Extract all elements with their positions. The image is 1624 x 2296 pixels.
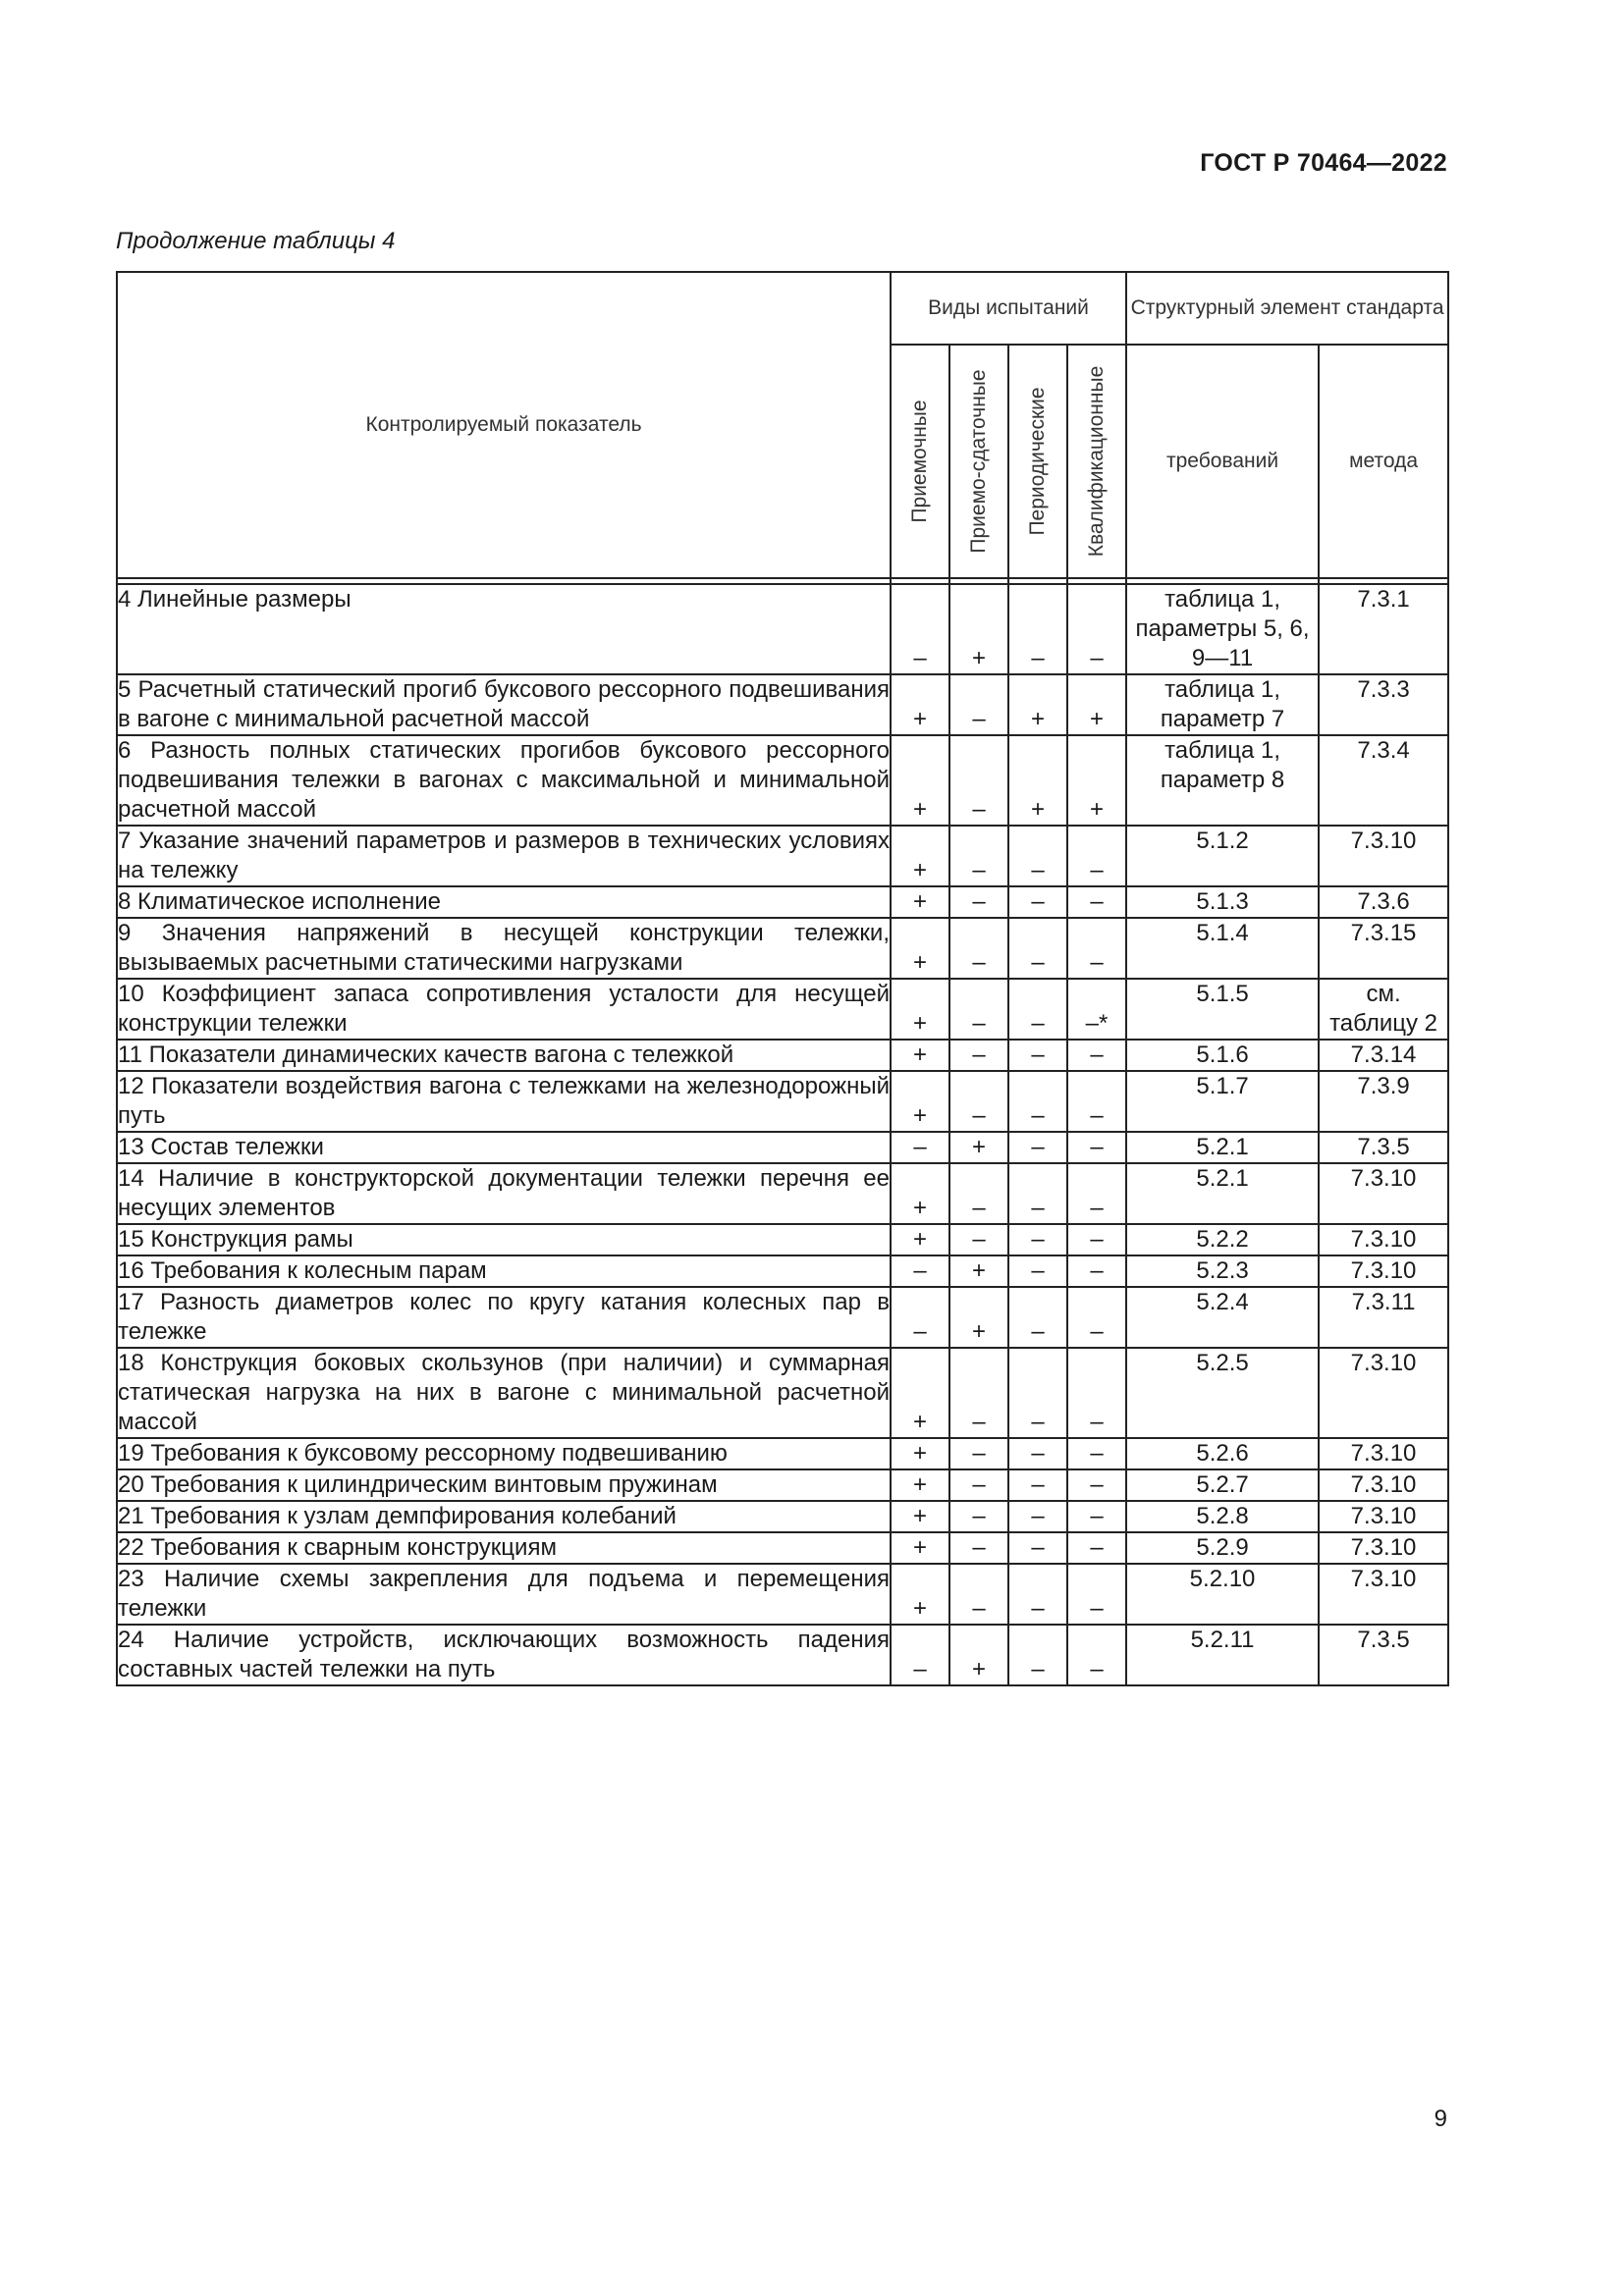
periodic-mark: – — [1008, 1438, 1067, 1469]
acceptance-mark: + — [891, 826, 949, 886]
qualification-mark: – — [1067, 1040, 1126, 1071]
header-structural-element: Структурный элемент стандарта — [1126, 272, 1448, 345]
table-row — [117, 826, 1448, 886]
delivery-mark: – — [949, 1040, 1008, 1071]
delivery-mark: – — [949, 886, 1008, 918]
method-ref: 7.3.1 — [1319, 584, 1448, 674]
table-row — [117, 1224, 1448, 1255]
table-row — [117, 1348, 1448, 1438]
requirements-ref: 5.2.1 — [1126, 1163, 1319, 1224]
indicator-cell: 19 Требования к буксовому рессорному подвешиванию — [117, 1438, 891, 1469]
delivery-mark: + — [949, 1132, 1008, 1163]
qualification-mark: + — [1067, 674, 1126, 735]
method-ref: 7.3.10 — [1319, 1163, 1448, 1224]
indicator-cell: 10 Коэффициент запаса сопротивления усталости для несущей конструкции тележки — [117, 979, 891, 1040]
indicator-cell: 24 Наличие устройств, исключающих возможность падения составных частей тележки на путь — [117, 1625, 891, 1685]
delivery-mark: – — [949, 1163, 1008, 1224]
periodic-mark: + — [1008, 674, 1067, 735]
delivery-mark: – — [949, 735, 1008, 826]
indicator-cell: 20 Требования к цилиндрическим винтовым пружинам — [117, 1469, 891, 1501]
periodic-mark: – — [1008, 1625, 1067, 1685]
header-method: метода — [1319, 345, 1448, 578]
indicator-cell: 11 Показатели динамических качеств вагона с тележкой — [117, 1040, 891, 1071]
periodic-mark: – — [1008, 1040, 1067, 1071]
indicator-cell: 21 Требования к узлам демпфирования колебаний — [117, 1501, 891, 1532]
table-row — [117, 1438, 1448, 1469]
acceptance-mark: + — [891, 918, 949, 979]
table-row — [117, 1287, 1448, 1348]
qualification-mark: – — [1067, 1348, 1126, 1438]
requirements-ref: 5.1.7 — [1126, 1071, 1319, 1132]
method-ref: 7.3.10 — [1319, 1469, 1448, 1501]
delivery-mark: + — [949, 1625, 1008, 1685]
requirements-ref: 5.1.2 — [1126, 826, 1319, 886]
qualification-mark: – — [1067, 886, 1126, 918]
qualification-mark: – — [1067, 1071, 1126, 1132]
delivery-mark: – — [949, 1071, 1008, 1132]
acceptance-mark: + — [891, 979, 949, 1040]
delivery-mark: – — [949, 674, 1008, 735]
header-type-periodic: Периодические — [1008, 345, 1067, 578]
indicator-cell: 9 Значения напряжений в несущей конструкции тележки, вызываемых расчетными статическими нагрузками — [117, 918, 891, 979]
periodic-mark: – — [1008, 1532, 1067, 1564]
acceptance-mark: – — [891, 1287, 949, 1348]
acceptance-mark: + — [891, 1532, 949, 1564]
requirements-ref: 5.2.10 — [1126, 1564, 1319, 1625]
method-ref: 7.3.15 — [1319, 918, 1448, 979]
qualification-mark: – — [1067, 1501, 1126, 1532]
indicator-cell: 8 Климатическое исполнение — [117, 886, 891, 918]
indicator-cell: 22 Требования к сварным конструкциям — [117, 1532, 891, 1564]
qualification-mark: – — [1067, 1255, 1126, 1287]
table-row — [117, 1255, 1448, 1287]
periodic-mark: – — [1008, 1255, 1067, 1287]
table-row — [117, 1564, 1448, 1625]
method-ref: 7.3.10 — [1319, 1532, 1448, 1564]
qualification-mark: – — [1067, 1224, 1126, 1255]
delivery-mark: – — [949, 979, 1008, 1040]
qualification-mark: – — [1067, 1532, 1126, 1564]
indicator-cell: 17 Разность диаметров колес по кругу катания колесных пар в тележке — [117, 1287, 891, 1348]
indicator-cell: 15 Конструкция рамы — [117, 1224, 891, 1255]
indicator-cell: 5 Расчетный статический прогиб буксового рессорного подвешивания в вагоне с минимальной расчетной массой — [117, 674, 891, 735]
method-ref: 7.3.14 — [1319, 1040, 1448, 1071]
qualification-mark: – — [1067, 1287, 1126, 1348]
header-indicator: Контролируемый показатель — [117, 272, 891, 578]
qualification-mark: – — [1067, 826, 1126, 886]
requirements-ref: 5.2.5 — [1126, 1348, 1319, 1438]
indicator-cell: 4 Линейные размеры — [117, 584, 891, 674]
qualification-mark: – — [1067, 1163, 1126, 1224]
method-ref: 7.3.5 — [1319, 1132, 1448, 1163]
qualification-mark: + — [1067, 735, 1126, 826]
requirements-ref: таблица 1, параметры 5, 6, 9—11 — [1126, 584, 1319, 674]
table-row — [117, 1132, 1448, 1163]
table-row — [117, 1163, 1448, 1224]
requirements-ref: 5.2.6 — [1126, 1438, 1319, 1469]
periodic-mark: – — [1008, 1163, 1067, 1224]
acceptance-mark: + — [891, 1564, 949, 1625]
indicator-cell: 18 Конструкция боковых скользунов (при наличии) и суммарная статическая нагрузка на них в вагоне с минимальной расчетной массой — [117, 1348, 891, 1438]
acceptance-mark: – — [891, 1132, 949, 1163]
requirements-ref: 5.1.6 — [1126, 1040, 1319, 1071]
method-ref: 7.3.11 — [1319, 1287, 1448, 1348]
indicator-cell: 14 Наличие в конструкторской документации тележки перечня ее несущих элементов — [117, 1163, 891, 1224]
periodic-mark: – — [1008, 1071, 1067, 1132]
method-ref: 7.3.10 — [1319, 1438, 1448, 1469]
table-row — [117, 1625, 1448, 1685]
acceptance-mark: – — [891, 1625, 949, 1685]
qualification-mark: – — [1067, 1564, 1126, 1625]
method-ref: 7.3.5 — [1319, 1625, 1448, 1685]
requirements-ref: 5.2.3 — [1126, 1255, 1319, 1287]
periodic-mark: – — [1008, 979, 1067, 1040]
indicator-cell: 6 Разность полных статических прогибов буксового рессорного подвешивания тележки в вагонах с максимальной и минимальной расчетной массой — [117, 735, 891, 826]
table-row — [117, 1532, 1448, 1564]
qualification-mark: – — [1067, 584, 1126, 674]
qualification-mark: – — [1067, 1132, 1126, 1163]
delivery-mark: – — [949, 1348, 1008, 1438]
requirements-ref: 5.2.8 — [1126, 1501, 1319, 1532]
requirements-table — [116, 271, 1449, 1686]
method-ref: 7.3.3 — [1319, 674, 1448, 735]
method-ref: 7.3.10 — [1319, 1564, 1448, 1625]
indicator-cell: 7 Указание значений параметров и размеров в технических условиях на тележку — [117, 826, 891, 886]
acceptance-mark: + — [891, 735, 949, 826]
method-ref: 7.3.10 — [1319, 1224, 1448, 1255]
periodic-mark: – — [1008, 918, 1067, 979]
method-ref: 7.3.10 — [1319, 826, 1448, 886]
delivery-mark: + — [949, 1287, 1008, 1348]
table-row — [117, 918, 1448, 979]
qualification-mark: – — [1067, 1469, 1126, 1501]
acceptance-mark: – — [891, 584, 949, 674]
table-row — [117, 1040, 1448, 1071]
delivery-mark: + — [949, 584, 1008, 674]
acceptance-mark: + — [891, 886, 949, 918]
page-number: 9 — [1434, 2106, 1447, 2132]
requirements-ref: таблица 1, параметр 7 — [1126, 674, 1319, 735]
qualification-mark: – — [1067, 918, 1126, 979]
delivery-mark: – — [949, 1532, 1008, 1564]
indicator-cell: 12 Показатели воздействия вагона с тележками на железнодорожный путь — [117, 1071, 891, 1132]
table-row — [117, 1501, 1448, 1532]
requirements-ref: 5.2.9 — [1126, 1532, 1319, 1564]
header-type-acceptance: Приемочные — [891, 345, 949, 578]
periodic-mark: – — [1008, 1224, 1067, 1255]
method-ref: 7.3.10 — [1319, 1348, 1448, 1438]
acceptance-mark: + — [891, 1501, 949, 1532]
delivery-mark: – — [949, 1469, 1008, 1501]
qualification-mark: – — [1067, 1625, 1126, 1685]
delivery-mark: – — [949, 826, 1008, 886]
table-row — [117, 674, 1448, 735]
delivery-mark: – — [949, 918, 1008, 979]
requirements-ref: 5.1.4 — [1126, 918, 1319, 979]
acceptance-mark: + — [891, 674, 949, 735]
table-row — [117, 979, 1448, 1040]
indicator-cell: 13 Состав тележки — [117, 1132, 891, 1163]
delivery-mark: – — [949, 1501, 1008, 1532]
periodic-mark: – — [1008, 584, 1067, 674]
method-ref: 7.3.9 — [1319, 1071, 1448, 1132]
acceptance-mark: + — [891, 1163, 949, 1224]
periodic-mark: + — [1008, 735, 1067, 826]
acceptance-mark: + — [891, 1348, 949, 1438]
header-requirements: требований — [1126, 345, 1319, 578]
periodic-mark: – — [1008, 1501, 1067, 1532]
acceptance-mark: + — [891, 1469, 949, 1501]
periodic-mark: – — [1008, 886, 1067, 918]
indicator-cell: 23 Наличие схемы закрепления для подъема и перемещения тележки — [117, 1564, 891, 1625]
delivery-mark: – — [949, 1564, 1008, 1625]
method-ref: 7.3.10 — [1319, 1255, 1448, 1287]
requirements-ref: таблица 1, параметр 8 — [1126, 735, 1319, 826]
qualification-mark: – — [1067, 1438, 1126, 1469]
requirements-ref: 5.2.7 — [1126, 1469, 1319, 1501]
table-row — [117, 735, 1448, 826]
header-type-delivery: Приемо-сдаточные — [949, 345, 1008, 578]
periodic-mark: – — [1008, 1564, 1067, 1625]
acceptance-mark: + — [891, 1071, 949, 1132]
delivery-mark: – — [949, 1224, 1008, 1255]
method-ref: 7.3.6 — [1319, 886, 1448, 918]
header-type-qualification: Квалификационные — [1067, 345, 1126, 578]
requirements-ref: 5.2.2 — [1126, 1224, 1319, 1255]
document-id: ГОСТ Р 70464—2022 — [1200, 149, 1447, 177]
delivery-mark: – — [949, 1438, 1008, 1469]
periodic-mark: – — [1008, 826, 1067, 886]
method-ref: 7.3.10 — [1319, 1501, 1448, 1532]
acceptance-mark: – — [891, 1255, 949, 1287]
table-row — [117, 886, 1448, 918]
requirements-ref: 5.2.11 — [1126, 1625, 1319, 1685]
periodic-mark: – — [1008, 1132, 1067, 1163]
requirements-ref: 5.1.3 — [1126, 886, 1319, 918]
periodic-mark: – — [1008, 1348, 1067, 1438]
acceptance-mark: + — [891, 1438, 949, 1469]
table-row — [117, 1469, 1448, 1501]
periodic-mark: – — [1008, 1469, 1067, 1501]
table-row — [117, 584, 1448, 674]
indicator-cell: 16 Требования к колесным парам — [117, 1255, 891, 1287]
method-ref: см. таблицу 2 — [1319, 979, 1448, 1040]
periodic-mark: – — [1008, 1287, 1067, 1348]
acceptance-mark: + — [891, 1224, 949, 1255]
qualification-mark: –* — [1067, 979, 1126, 1040]
delivery-mark: + — [949, 1255, 1008, 1287]
table-caption: Продолжение таблицы 4 — [116, 228, 396, 254]
requirements-ref: 5.2.1 — [1126, 1132, 1319, 1163]
acceptance-mark: + — [891, 1040, 949, 1071]
method-ref: 7.3.4 — [1319, 735, 1448, 826]
requirements-ref: 5.1.5 — [1126, 979, 1319, 1040]
table-row — [117, 1071, 1448, 1132]
header-test-types: Виды испытаний — [891, 272, 1126, 345]
requirements-ref: 5.2.4 — [1126, 1287, 1319, 1348]
